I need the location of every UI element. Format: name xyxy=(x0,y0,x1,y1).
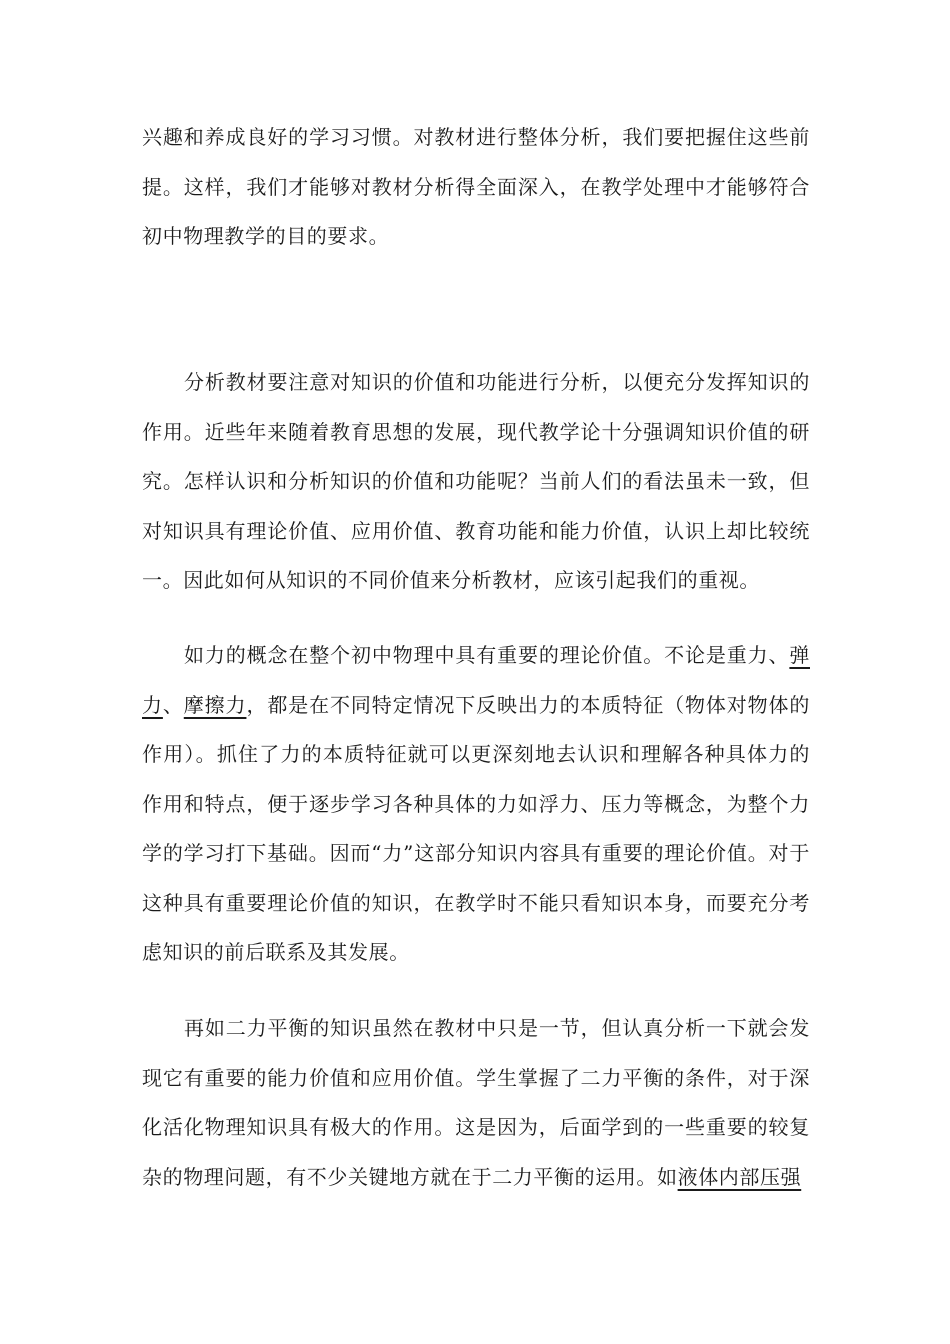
paragraph-3-text-b: 、 xyxy=(162,692,184,717)
link-friction-force[interactable]: 摩擦力 xyxy=(183,692,247,717)
paragraph-2: 分析教材要注意对知识的价值和功能进行分析，以便充分发挥知识的作用。近些年来随着教育思想的发展，现代教学论十分强调知识价值的研究。怎样认识和分析知识的价值和功能呢？当前人们的看法虽未一致，但对知识具有理论价值、应用价值、教育功能和能力价值，认识上却比较统一。因此如何从知识的不同价值来分析教材，应该引起我们的重视。 xyxy=(142,370,810,592)
paragraph-1: 兴趣和养成良好的学习习惯。对教材进行整体分析，我们要把握住这些前提。这样，我们才能够对教材分析得全面深入，在教学处理中才能够符合初中物理教学的目的要求。 xyxy=(142,125,810,248)
paragraph-3-text-a: 如力的概念在整个初中物理中具有重要的理论价值。不论是重力、 xyxy=(184,643,790,667)
link-liquid-internal-pressure[interactable]: 液体内部压强 xyxy=(677,1164,802,1189)
link-elastic-force[interactable]: 弹力 xyxy=(142,643,810,717)
paragraph-4-text-a: 再如二力平衡的知识虽然在教材中只是一节，但认真分析一下就会发现它有重要的能力价值和应用价值。学生掌握了二力平衡的条件，对于深化活化物理知识具有极大的作用。这是因为，后面学到的一些重要的较复杂的物理问题，有不少关键地方就在于二力平衡的运用。如 xyxy=(142,1016,810,1189)
paragraph-3-text-c: ，都是在不同特定情况下反映出力的本质特征（物体对物体的作用）。抓住了力的本质特征就可以更深刻地去认识和理解各种具体力的作用和特点，便于逐步学习各种具体的力如浮力、压力等概念，为整个力学的学习打下基础。因而“力”这部分知识内容具有重要的理论价值。对于这种具有重要理论价值的知识，在教学时不能只看知识本身，而要充分考虑知识的前后联系及其发展。 xyxy=(142,692,810,964)
paragraph-4 xyxy=(142,1004,810,1202)
paragraph-3 xyxy=(142,631,810,978)
